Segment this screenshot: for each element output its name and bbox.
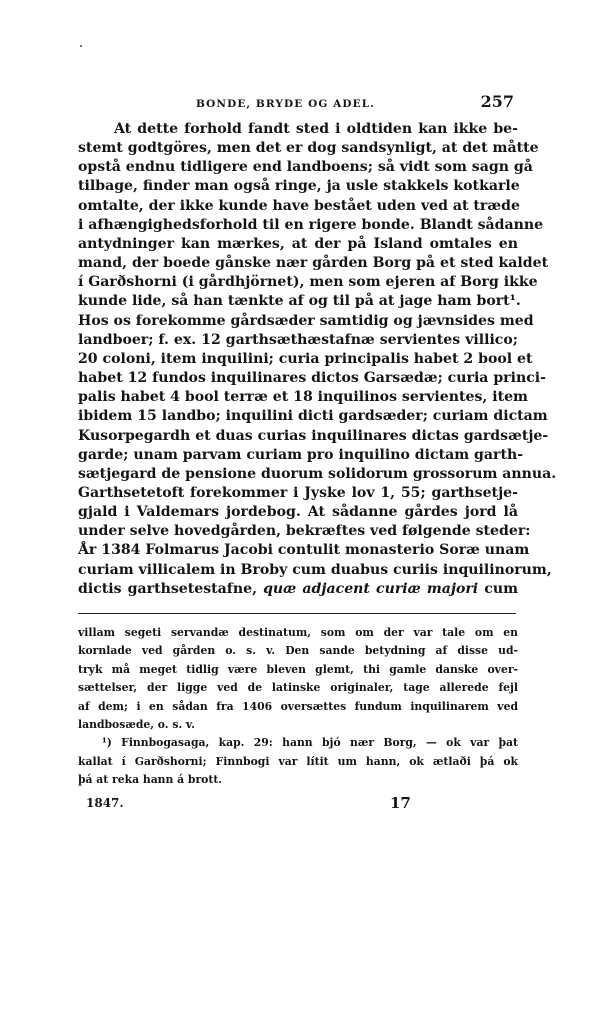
- text-line: landboer; f. ex. 12 garthsæthæstafnæ servientes villico;: [78, 331, 518, 348]
- italic-quote: quæ adjacent curiæ majori: [263, 580, 479, 597]
- note-line: landbosæde, o. s. v.: [78, 717, 195, 731]
- book-page: [78, 92, 557, 818]
- text-line: garde; unam parvam curiam pro inquilino dictam garth-: [78, 446, 524, 463]
- footnotes: [78, 624, 518, 790]
- page-footer: [78, 793, 518, 818]
- text-line: gjald i Valdemars jordebog. At sådanne gårdes jord lå: [78, 504, 518, 521]
- text-line: antydninger kan mærkes, at der på Island omtales en: [78, 235, 518, 252]
- text-line: sætjegard de pensione duorum solidorum grossorum annua.: [78, 465, 557, 482]
- signature-year: 1847.: [86, 795, 124, 810]
- text-line: Garthsetetoft forekommer i Jyske lov 1, 55; garthsetje-: [78, 484, 518, 501]
- text-line: kunde lide, så han tænkte af og til på at jage ham bort¹.: [78, 293, 521, 310]
- text-line: palis habet 4 bool terræ et 18 inquilinos servientes, item: [78, 389, 528, 406]
- footnote-rule: [78, 613, 516, 614]
- note-line: af dem; i en sådan fra 1406 oversættes fundum inquilinarem ved: [78, 699, 518, 713]
- page-number: 257: [480, 92, 514, 111]
- text-line: i afhængighedsforhold til en rigere bonde. Blandt sådanne: [78, 216, 544, 233]
- text-line: under selve hovedgården, bekræftes ved følgende steder:: [78, 523, 531, 540]
- note-line: kornlade ved gården o. s. v. Den sande betydning af disse ud-: [78, 644, 518, 658]
- text-line: Hos os forekomme gårdsæder samtidig og jævnsides med: [78, 312, 534, 329]
- text-fragment: dictis garthsetestafne,: [78, 580, 264, 597]
- text-line: opstå endnu tidligere end landboens; så vidt som sagn gå: [78, 159, 533, 176]
- text-line: habet 12 fundos inquilinares dictos Garsædæ; curia princi-: [78, 370, 546, 387]
- note-line: villam segeti servandæ destinatum, som om der var tale om en: [78, 625, 518, 639]
- text-line: curiam villicalem in Broby cum duabus curiis inquilinorum,: [78, 561, 552, 578]
- text-line: í Garðshorni (i gårdhjörnet), men som ejeren af Borg ikke: [78, 274, 538, 291]
- text-line: mand, der boede gånske nær gården Borg på et sted kaldet: [78, 255, 549, 272]
- text-line: År 1384 Folmarus Jacobi contulit monasterio Soræ unam: [78, 542, 530, 559]
- page-header: [78, 92, 518, 120]
- text-line: At dette forhold fandt sted i oldtiden kan ikke be-: [114, 121, 518, 137]
- paper-speck: [80, 45, 82, 47]
- note-line: sættelser, der ligge ved de latinske originaler, tage allerede fejl: [78, 681, 518, 695]
- text-line: omtalte, der ikke kunde have bestået uden ved at træde: [78, 197, 520, 214]
- text-line: Kusorpegardh et duas curias inquilinares dictas gardsætje-: [78, 427, 549, 444]
- footnote-line: ¹) Finnbogasaga, kap. 29: hann bjó nær Borg, — ok var þat: [102, 736, 518, 750]
- footnote-line: kallat í Garðshorni; Finnbogi var lítit um hann, ok ætlaði þá ok: [78, 754, 518, 768]
- signature-number: 17: [390, 793, 411, 812]
- main-text: [78, 120, 557, 599]
- text-line-last: [78, 580, 518, 599]
- note-line: tryk må meget tidlig være bleven glemt, thi gamle danske over-: [78, 662, 518, 676]
- footnote-line: þá at reka hann á brott.: [78, 773, 223, 787]
- text-line: tilbage, finder man også ringe, ja usle stakkels kotkarle: [78, 178, 520, 195]
- text-line: stemt godtgöres, men det er dog sandsynligt, at det måtte: [78, 140, 539, 157]
- text-fragment: cum: [478, 580, 518, 597]
- running-title: BONDE, BRYDE OG ADEL.: [196, 98, 375, 110]
- text-line: 20 coloni, item inquilini; curia principalis habet 2 bool et: [78, 350, 533, 367]
- text-line: ibidem 15 landbo; inquilini dicti gardsæder; curiam dictam: [78, 408, 548, 425]
